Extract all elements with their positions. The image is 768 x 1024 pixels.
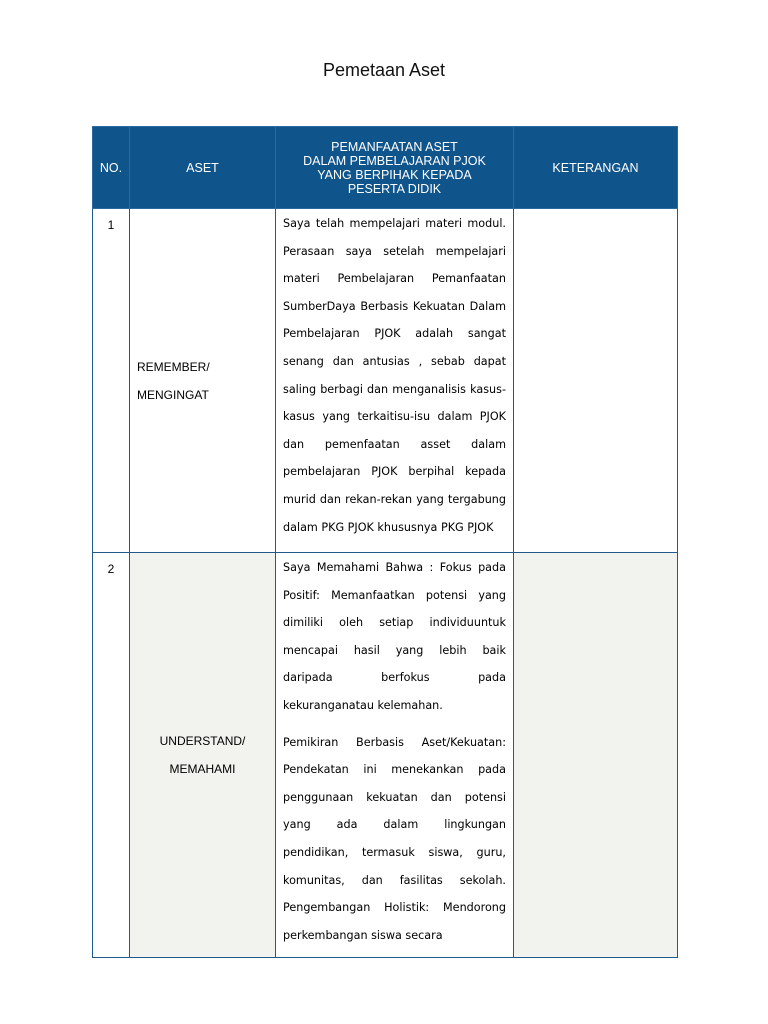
table-row xyxy=(93,553,678,958)
row-number: 1 xyxy=(93,209,130,553)
aset-label-line: UNDERSTAND/ xyxy=(159,734,246,749)
header-keterangan: KETERANGAN xyxy=(514,127,678,209)
page-title: Pemetaan Aset xyxy=(322,60,446,80)
header-no: NO. xyxy=(93,127,130,209)
header-pemanfaatan-line: PESERTA DIDIK xyxy=(347,181,442,196)
row-number: 2 xyxy=(93,553,130,958)
header-pemanfaatan-line: DALAM PEMBELAJARAN PJOK xyxy=(303,153,486,168)
aset-label-line: REMEMBER/ xyxy=(137,359,210,374)
description-paragraph: Pemikiran Berbasis Aset/Kekuatan: Pendekatan ini menekankan pada penggunaan kekuatan dan potensi yang ada dalam lingkungan pendidikan, termasuk siswa, guru, komunitas, dan fasilitas sekolah. Pengembangan Holistik: Mendorong perkembangan siswa secara xyxy=(283,735,506,942)
header-pemanfaatan-line: PEMANFAATAN ASET xyxy=(331,139,458,154)
header-pemanfaatan-line: YANG BERPIHAK KEPADA xyxy=(317,167,472,182)
keterangan-cell xyxy=(514,209,678,553)
pemanfaatan-cell xyxy=(276,209,514,553)
aset-cell xyxy=(130,553,276,958)
aset-label-line: MEMAHAMI xyxy=(169,762,236,777)
table-header xyxy=(93,127,678,209)
description-paragraph: Saya telah mempelajari materi modul. Perasaan saya setelah mempelajari materi Pembelajaran Pemanfaatan SumberDaya Berbasis Kekuatan Dalam Pembelajaran PJOK adalah sangat senang dan antusias , sebab dapat saling berbagi dan menganalisis kasus-kasus yang terkaitisu-isu dalam PJOK dan pemenfaatan asset dalam pembelajaran PJOK berpihal kepada murid dan rekan-rekan yang tergabung dalam PKG PJOK khususnya PKG PJOK xyxy=(283,217,506,534)
table-row xyxy=(93,209,678,553)
asset-mapping-table xyxy=(92,126,678,958)
keterangan-cell xyxy=(514,553,678,958)
description-paragraph: Saya Memahami Bahwa : Fokus pada Positif: Memanfaatkan potensi yang dimiliki oleh setiap individuuntuk mencapai hasil yang lebih baik daripada berfokus pada kekuranganatau kelemahan. xyxy=(283,561,506,712)
header-pemanfaatan xyxy=(276,127,514,209)
aset-label-line: MENGINGAT xyxy=(137,387,209,402)
header-aset: ASET xyxy=(130,127,276,209)
pemanfaatan-cell xyxy=(276,553,514,958)
aset-cell xyxy=(130,209,276,553)
